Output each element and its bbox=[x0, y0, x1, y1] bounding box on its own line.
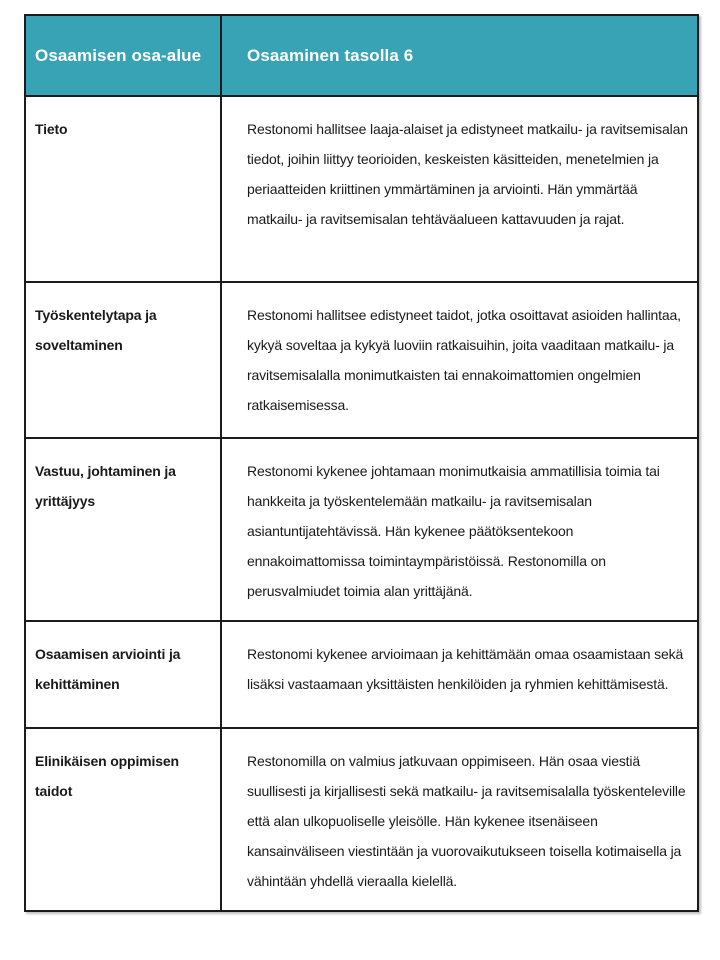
description-cell: Restonomi hallitsee edistyneet taidot, jotka osoittavat asioiden hallintaa, kykyä soveltaa ja kykyä luoviin ratkaisuihin, joita vaaditaan matkailu- ja ravitsemisalalla monimutkaisten tai ennakoimattomien ongelmien ratkaisemisessa. bbox=[221, 282, 698, 438]
table-row-tieto bbox=[25, 96, 698, 282]
table-row-tyoskentelytapa bbox=[25, 282, 698, 438]
description-cell: Restonomi kykenee johtamaan monimutkaisia ammatillisia toimia tai hankkeita ja työskentelemään matkailu- ja ravitsemisalan asiantuntijatehtävissä. Hän kykenee päätöksentekoon ennakoimattomissa toimintaympäristöissä. Restonomilla on perusvalmiudet toimia alan yrittäjänä. bbox=[221, 438, 698, 621]
column-header-level-6: Osaaminen tasolla 6 bbox=[221, 15, 698, 96]
table-row-arviointi bbox=[25, 621, 698, 728]
table-header-row bbox=[25, 15, 698, 96]
description-cell: Restonomi hallitsee laaja-alaiset ja edistyneet matkailu- ja ravitsemisalan tiedot, joihin liittyy teorioiden, keskeisten käsitteiden, menetelmien ja periaatteiden kriittinen ymmärtäminen ja arviointi. Hän ymmärtää matkailu- ja ravitsemisalan tehtäväalueen kattavuuden ja rajat. bbox=[221, 96, 698, 282]
table-row-vastuu bbox=[25, 438, 698, 621]
description-cell: Restonomilla on valmius jatkuvaan oppimiseen. Hän osaa viestiä suullisesti ja kirjallisesti sekä matkailu- ja ravitsemisalalla työskenteleville että alan ulkopuoliselle yleisölle. Hän kykenee itsenäiseen kansainväliseen viestintään ja vuorovaikutukseen toisella kotimaisella ja vähintään yhdellä vieraalla kielellä. bbox=[221, 728, 698, 911]
description-cell: Restonomi kykenee arvioimaan ja kehittämään omaa osaamistaan sekä lisäksi vastaamaan yksittäisten henkilöiden ja ryhmien kehittämisestä. bbox=[221, 621, 698, 728]
area-cell: Osaamisen arviointi ja kehittäminen bbox=[25, 621, 221, 728]
area-cell: Tieto bbox=[25, 96, 221, 282]
area-cell: Työskentelytapa ja soveltaminen bbox=[25, 282, 221, 438]
competency-table bbox=[24, 14, 699, 912]
column-header-competency-area: Osaamisen osa-alue bbox=[25, 15, 221, 96]
area-cell: Elinikäisen oppimisen taidot bbox=[25, 728, 221, 911]
area-cell: Vastuu, johtaminen ja yrittäjyys bbox=[25, 438, 221, 621]
table-row-elinikainen bbox=[25, 728, 698, 911]
